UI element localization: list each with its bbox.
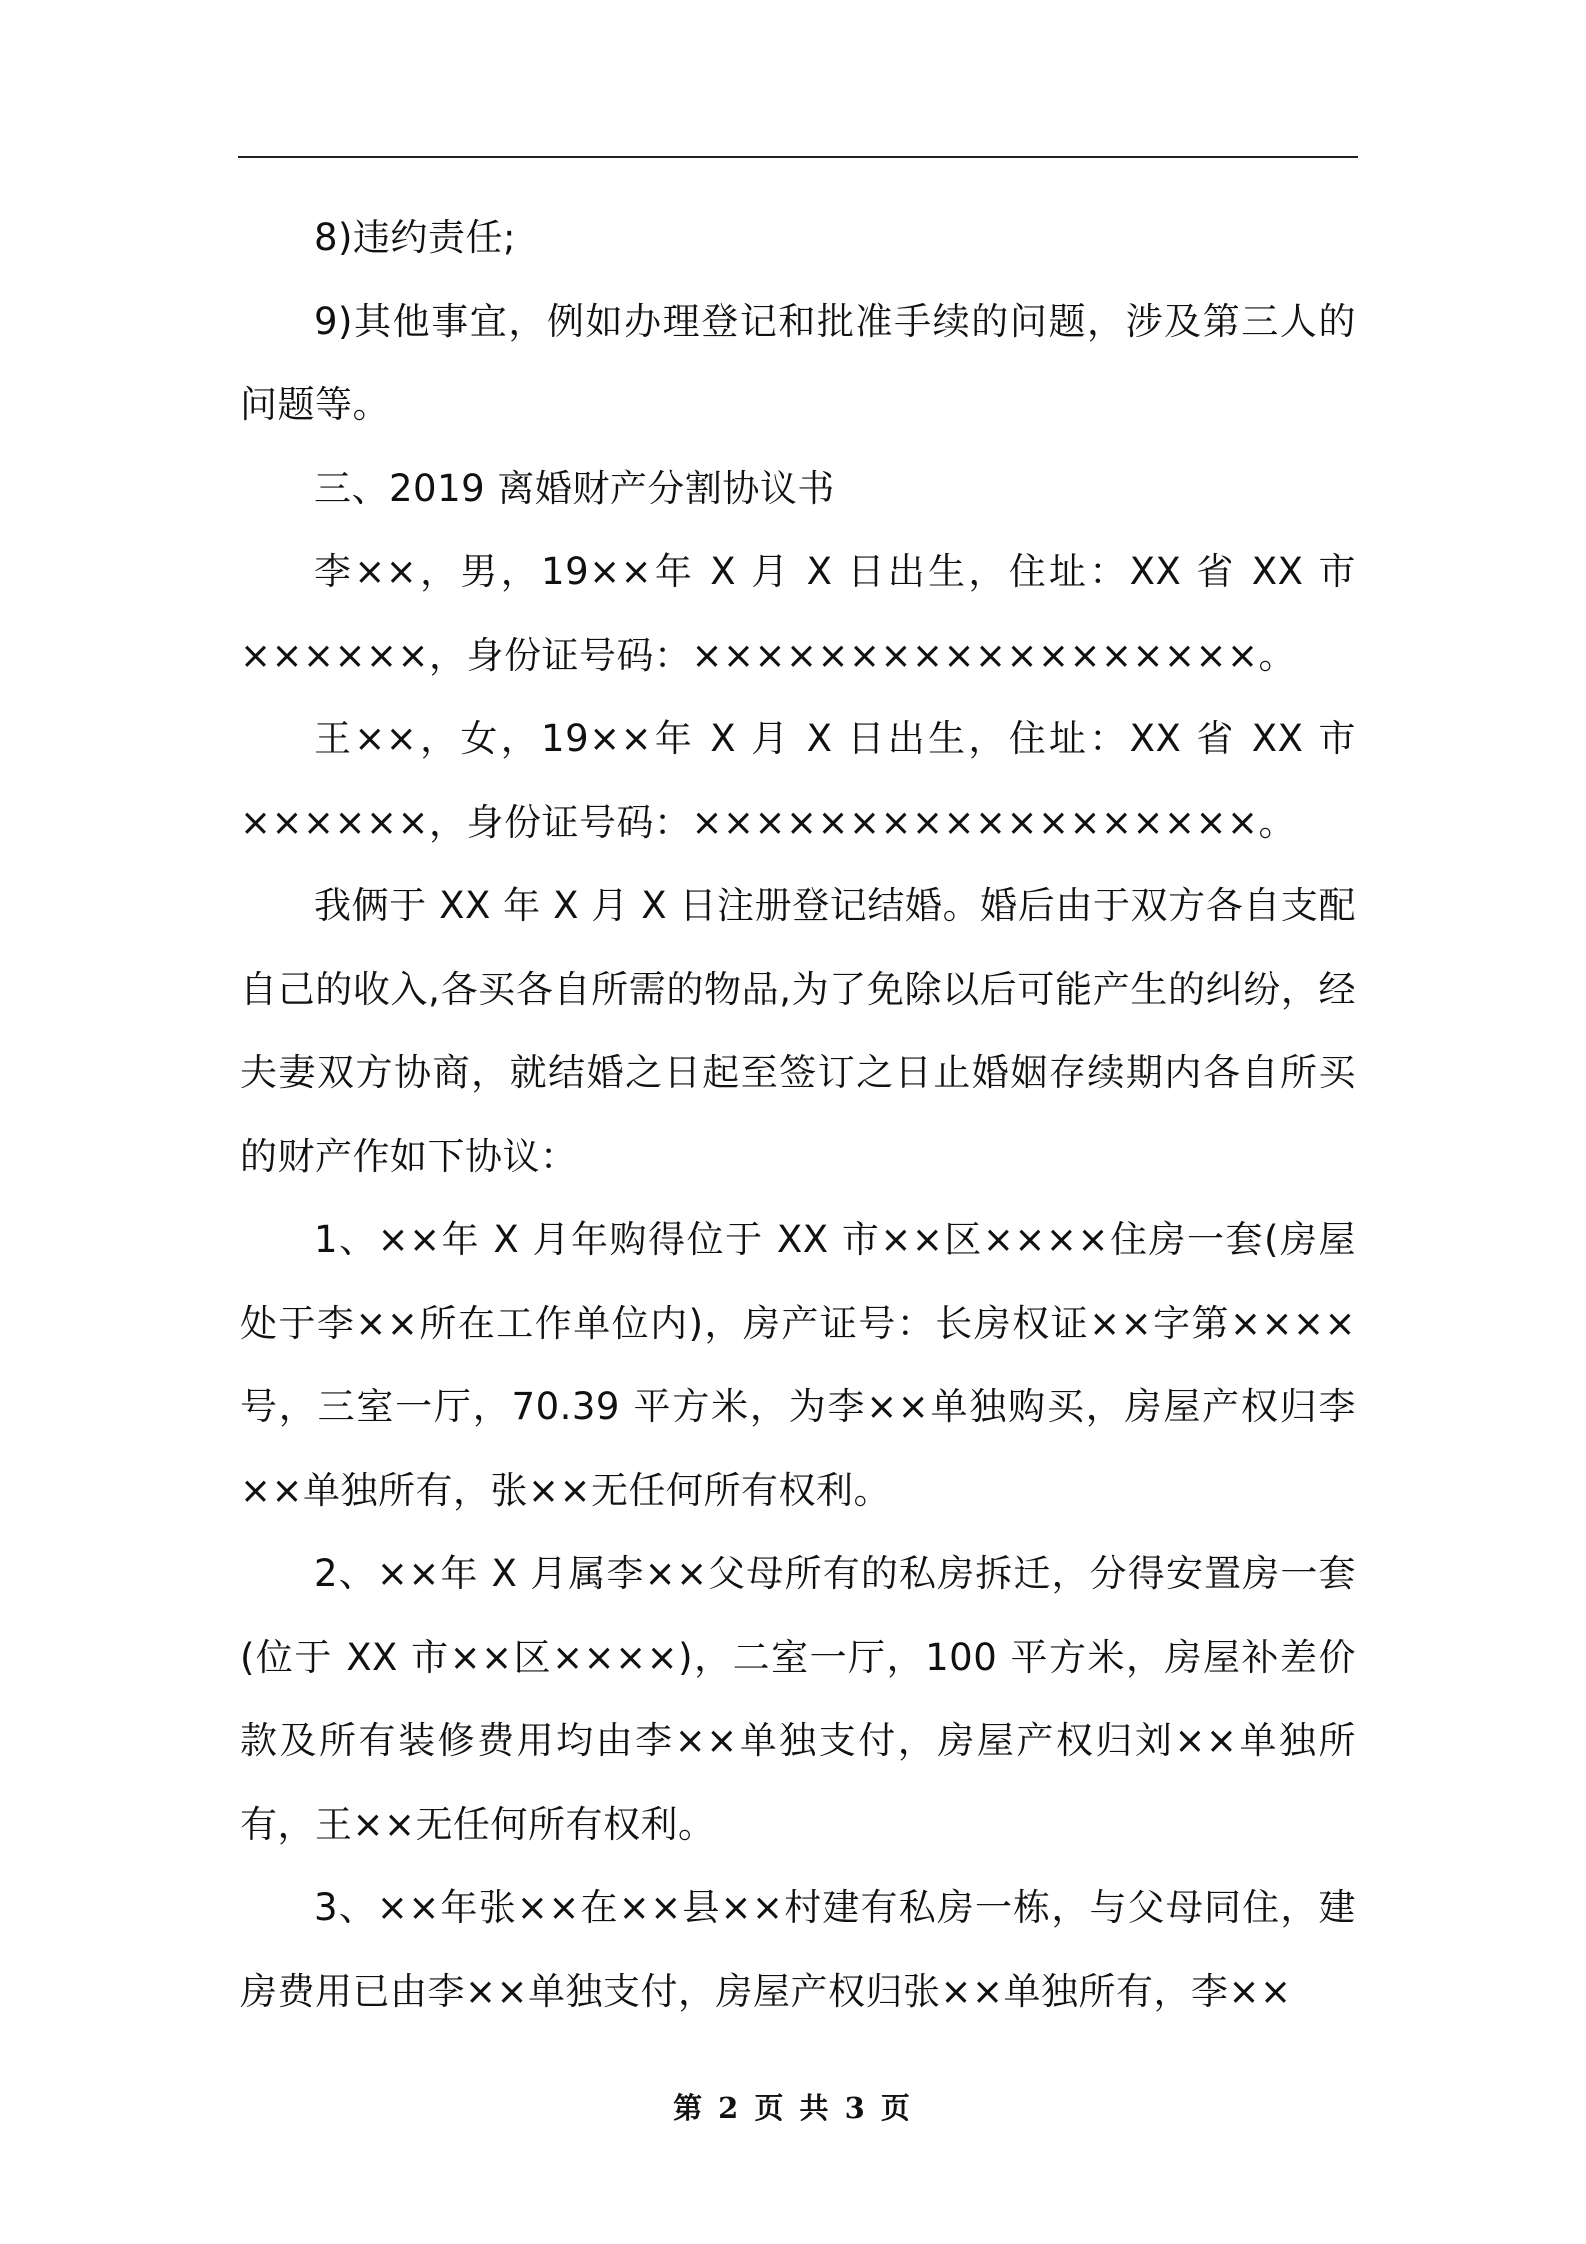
section-heading: 三、2019 离婚财产分割协议书 xyxy=(314,466,835,510)
paragraph-party-li: 李××，男，19××年 X 月 X 日出生，住址：XX 省 XX 市××××××，身份证号码：××××××××××××××××××。 xyxy=(240,550,1356,677)
paragraph-preamble: 我俩于 XX 年 X 月 X 日注册登记结婚。婚后由于双方各自支配自己的收入,各买各自所需的物品,为了免除以后可能产生的纠纷，经夫妻双方协商，就结婚之日起至签订之日止婚姻存续期内各自所买的财产作如下协议： xyxy=(240,884,1356,1178)
document-body xyxy=(240,196,1356,2033)
header-rule xyxy=(238,156,1358,158)
paragraph-item-9: 9)其他事宜，例如办理登记和批准手续的问题，涉及第三人的问题等。 xyxy=(240,299,1356,426)
paragraph-party-wang: 王××，女，19××年 X 月 X 日出生，住址：XX 省 XX 市××××××，身份证号码：××××××××××××××××××。 xyxy=(240,717,1356,844)
paragraph-clause-3: 3、××年张××在××县××村建有私房一栋，与父母同住，建房费用已由李××单独支付，房屋产权归张××单独所有，李×× xyxy=(240,1886,1356,2013)
paragraph-clause-2: 2、××年 X 月属李××父母所有的私房拆迁，分得安置房一套(位于 XX 市××区××××)，二室一厅，100 平方米，房屋补差价款及所有装修费用均由李××单独支付，房屋产权归刘××单独所有，王××无任何所有权利。 xyxy=(240,1552,1356,1846)
page-number: 第 2 页 共 3 页 xyxy=(673,2091,913,2125)
paragraph-clause-1: 1、××年 X 月年购得位于 XX 市××区××××住房一套(房屋处于李××所在工作单位内)，房产证号：长房权证××字第××××号，三室一厅，70.39 平方米，为李××单独购买，房屋产权归李××单独所有，张××无任何所有权利。 xyxy=(240,1218,1356,1512)
paragraph-item-8: 8)违约责任; xyxy=(314,216,516,259)
